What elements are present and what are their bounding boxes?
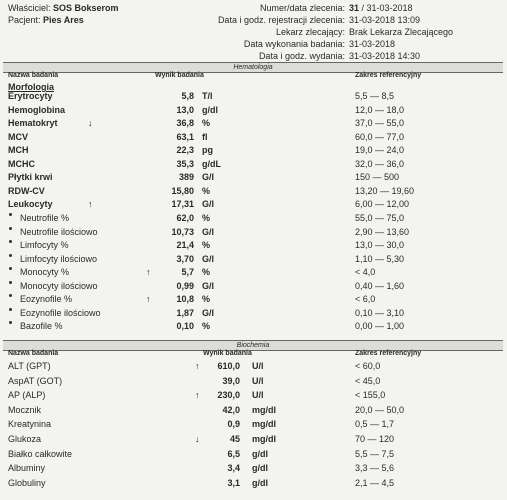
reference-range: 5,5 — 7,5	[355, 448, 395, 459]
bullet-icon	[9, 294, 12, 297]
bio-col-ref: Zakres referencyjny	[355, 350, 422, 357]
test-value: 10,73	[171, 226, 194, 237]
test-unit: %	[202, 118, 211, 129]
test-name: Eozynofile ilościowo	[20, 307, 101, 318]
hema-col-result: Wynik badania	[155, 72, 204, 79]
patient-label: Pacjent:	[8, 15, 41, 25]
test-value: 42,0	[222, 404, 240, 415]
test-value: 0,9	[227, 419, 240, 430]
test-unit: %	[202, 294, 211, 305]
reference-range: 0,5 — 1,7	[355, 419, 395, 430]
hematology-title: Hematologia	[233, 64, 273, 71]
test-unit: U/l	[252, 361, 264, 371]
test-name: Limfocyty %	[20, 240, 69, 251]
test-value: 1,87	[176, 307, 194, 318]
test-name: Monocyty ilościowo	[20, 280, 98, 291]
order-number-label: Numer/data zlecenia:	[259, 3, 345, 13]
flag-arrow-icon: ↑	[146, 294, 151, 305]
test-name: Limfocyty ilościowo	[20, 253, 98, 264]
test-value: 3,4	[227, 463, 240, 474]
test-value: 15,80	[171, 185, 194, 196]
test-name: Płytki krwi	[8, 172, 53, 183]
test-value: 6,5	[227, 448, 240, 459]
test-unit: U/l	[252, 390, 264, 401]
flag-arrow-icon: ↑	[146, 267, 151, 278]
test-value: 3,1	[227, 477, 240, 488]
test-value: 17,31	[171, 199, 194, 210]
issue-label: Data i godz. wydania:	[258, 51, 345, 61]
test-unit: G/l	[202, 199, 215, 210]
hematology-row	[0, 321, 507, 338]
test-name: Leukocyty	[8, 199, 53, 210]
reference-range: 5,5 — 8,5	[355, 91, 395, 101]
test-unit: G/l	[202, 307, 215, 318]
bullet-icon	[9, 227, 12, 230]
test-unit: pg	[202, 145, 213, 156]
reference-range: 1,10 — 5,30	[355, 253, 405, 264]
reference-range: 6,00 — 12,00	[355, 199, 410, 210]
test-name: Monocyty %	[20, 267, 70, 278]
test-name: AP (ALP)	[8, 390, 46, 401]
test-name: Mocznik	[8, 404, 42, 415]
reference-range: 20,0 — 50,0	[355, 404, 405, 415]
test-unit: G/l	[202, 172, 215, 183]
reference-range: 3,3 — 5,6	[355, 463, 395, 474]
test-value: 10,8	[176, 294, 194, 305]
patient-line	[8, 15, 84, 25]
hema-col-name: Nazwa badania	[8, 72, 59, 79]
test-unit: G/l	[202, 253, 215, 264]
test-name: ALT (GPT)	[8, 361, 51, 371]
reference-range: 55,0 — 75,0	[355, 212, 405, 223]
order-number-bold: 31	[349, 3, 360, 13]
flag-arrow-icon: ↑	[195, 390, 200, 401]
test-value: 610,0	[217, 361, 240, 371]
test-name: Eozynofile %	[20, 294, 73, 305]
test-unit: %	[202, 321, 211, 332]
test-name: Neutrofile ilościowo	[20, 226, 98, 237]
bullet-icon	[9, 308, 12, 311]
test-name: MCH	[8, 145, 29, 156]
biochemistry-section-bar	[3, 340, 503, 351]
test-value: 0,10	[176, 321, 194, 332]
test-unit: g/dl	[252, 477, 268, 488]
test-unit: %	[202, 267, 211, 278]
reg-label: Data i godz. rejestracji zlecenia:	[217, 15, 345, 25]
test-value: 36,8	[176, 118, 194, 129]
test-name: AspAT (GOT)	[8, 375, 63, 386]
bullet-icon	[9, 267, 12, 270]
reference-range: < 4,0	[355, 267, 376, 278]
test-unit: g/dl	[252, 463, 268, 474]
test-unit: g/dl	[202, 104, 218, 115]
test-name: Globuliny	[8, 477, 46, 488]
order-number-date: / 31-03-2018	[359, 3, 413, 13]
order-number-value	[349, 3, 413, 13]
test-unit: fl	[202, 131, 208, 142]
morfologia-subheading: Morfologia	[8, 82, 54, 92]
test-name: MCHC	[8, 158, 35, 169]
biochemistry-row	[0, 478, 507, 495]
test-value: 35,3	[176, 158, 194, 169]
test-unit: g/dl	[252, 448, 268, 459]
test-unit: T/l	[202, 91, 213, 101]
patient-value: Pies Ares	[43, 15, 84, 25]
flag-arrow-icon: ↓	[88, 118, 93, 129]
test-unit: G/l	[202, 280, 215, 291]
test-unit: %	[202, 212, 211, 223]
hema-col-ref: Zakres referencyjny	[355, 72, 422, 79]
test-name: Bazofile %	[20, 321, 63, 332]
test-name: Erytrocyty	[8, 91, 53, 101]
bullet-icon	[9, 240, 12, 243]
owner-label: Właściciel:	[8, 3, 51, 13]
test-unit: g/dL	[202, 158, 221, 169]
test-value: 13,0	[176, 104, 194, 115]
reference-range: < 60,0	[355, 361, 381, 371]
reference-range: < 6,0	[355, 294, 376, 305]
test-name: Kreatynina	[8, 419, 52, 430]
bullet-icon	[9, 281, 12, 284]
test-unit: U/l	[252, 375, 264, 386]
bullet-icon	[9, 254, 12, 257]
reference-range: 13,20 — 19,60	[355, 185, 415, 196]
test-name: Albuminy	[8, 463, 46, 474]
test-name: RDW-CV	[8, 185, 45, 196]
test-value: 389	[178, 172, 194, 183]
reference-range: 0,10 — 3,10	[355, 307, 405, 318]
test-name: MCV	[8, 131, 28, 142]
flag-arrow-icon: ↑	[195, 361, 200, 371]
test-name: Neutrofile %	[20, 212, 70, 223]
test-value: 63,1	[176, 131, 194, 142]
reference-range: 2,1 — 4,5	[355, 477, 395, 488]
test-unit: %	[202, 185, 211, 196]
test-value: 5,8	[181, 91, 194, 101]
exec-value: 31-03-2018	[349, 39, 396, 49]
test-value: 62,0	[176, 212, 194, 223]
test-value: 21,4	[176, 240, 194, 251]
test-name: Hematokryt	[8, 118, 58, 129]
reference-range: 12,0 — 18,0	[355, 104, 405, 115]
reference-range: 60,0 — 77,0	[355, 131, 405, 142]
reference-range: 0,00 — 1,00	[355, 321, 405, 332]
test-name: Białko całkowite	[8, 448, 73, 459]
hematology-section-bar	[3, 62, 503, 73]
bullet-icon	[9, 213, 12, 216]
reference-range: 19,0 — 24,0	[355, 145, 405, 156]
test-value: 3,70	[176, 253, 194, 264]
owner-line	[8, 3, 119, 13]
test-value: 5,7	[181, 267, 194, 278]
test-unit: G/l	[202, 226, 215, 237]
test-unit: mg/dl	[252, 404, 276, 415]
bullet-icon	[9, 321, 12, 324]
owner-value: SOS Bokserom	[53, 3, 119, 13]
reference-range: < 155,0	[355, 390, 386, 401]
reference-range: 70 — 120	[355, 434, 395, 444]
biochemistry-title: Biochemia	[236, 342, 270, 349]
reference-range: 37,0 — 55,0	[355, 118, 405, 129]
bio-col-result: Wynik badania	[203, 350, 252, 357]
reference-range: 2,90 — 13,60	[355, 226, 410, 237]
flag-arrow-icon: ↓	[195, 434, 200, 444]
issue-value: 31-03-2018 14:30	[349, 51, 421, 61]
reference-range: < 45,0	[355, 375, 381, 386]
doctor-label: Lekarz zlecający:	[275, 27, 345, 37]
test-unit: %	[202, 240, 211, 251]
reference-range: 150 — 500	[355, 172, 400, 183]
test-value: 22,3	[176, 145, 194, 156]
test-value: 39,0	[222, 375, 240, 386]
reference-range: 0,40 — 1,60	[355, 280, 405, 291]
bio-col-name: Nazwa badania	[8, 350, 59, 357]
test-value: 45	[229, 434, 240, 444]
test-name: Hemoglobina	[8, 104, 66, 115]
reference-range: 32,0 — 36,0	[355, 158, 405, 169]
test-name: Glukoza	[8, 434, 42, 444]
exec-label: Data wykonania badania:	[243, 39, 345, 49]
reg-value: 31-03-2018 13:09	[349, 15, 421, 25]
reference-range: 13,0 — 30,0	[355, 240, 405, 251]
flag-arrow-icon: ↑	[88, 199, 93, 210]
doctor-value: Brak Lekarza Zlecającego	[349, 27, 454, 37]
test-unit: mg/dl	[252, 434, 276, 444]
test-value: 230,0	[217, 390, 240, 401]
test-unit: mg/dl	[252, 419, 276, 430]
test-value: 0,99	[176, 280, 194, 291]
